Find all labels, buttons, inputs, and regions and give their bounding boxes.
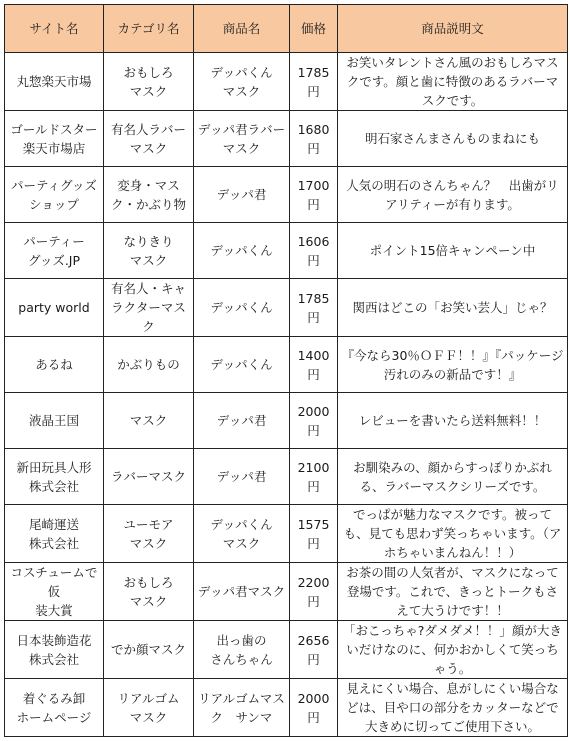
table-row xyxy=(5,679,568,737)
cell-site-name: コスチュームで仮 装大賞 xyxy=(5,563,104,621)
table-row xyxy=(5,279,568,337)
cell-category: でか顔マスク xyxy=(104,621,194,679)
cell-site-name: パーティー グッズ.JP xyxy=(5,223,104,279)
cell-site-name: 丸惣楽天市場 xyxy=(5,53,104,111)
cell-description: お茶の間の人気者が、マスクになって登場です。これで、きっとトークもさえて大うけです！！ xyxy=(338,563,568,621)
table-row xyxy=(5,449,568,505)
cell-product-name: デッパ君ラバー マスク xyxy=(194,111,290,167)
product-comparison-table xyxy=(4,4,568,737)
table-row xyxy=(5,111,568,167)
cell-category: ユーモア マスク xyxy=(104,505,194,563)
cell-product-name: デッパ君 xyxy=(194,393,290,449)
header-product-name: 商品名 xyxy=(194,5,290,53)
cell-description: 関西はどこの「お笑い芸人」じゃ？ xyxy=(338,279,568,337)
header-description: 商品説明文 xyxy=(338,5,568,53)
table-row xyxy=(5,337,568,393)
table-row xyxy=(5,167,568,223)
cell-price: 1680円 xyxy=(290,111,338,167)
cell-category: 有名人ラバー マスク xyxy=(104,111,194,167)
cell-site-name: パーティグッズ ショップ xyxy=(5,167,104,223)
cell-category: 有名人・キャ ラクターマスク xyxy=(104,279,194,337)
cell-price: 1785円 xyxy=(290,279,338,337)
cell-category: おもしろ マスク xyxy=(104,53,194,111)
cell-product-name: デッパくん xyxy=(194,279,290,337)
cell-price: 1785円 xyxy=(290,53,338,111)
cell-category: かぶりもの xyxy=(104,337,194,393)
cell-price: 2100円 xyxy=(290,449,338,505)
cell-category: なりきり マスク xyxy=(104,223,194,279)
table-row xyxy=(5,393,568,449)
cell-description: お笑いタレントさん風のおもしろマスクです。顔と歯に特徴のあるラバーマスクです。 xyxy=(338,53,568,111)
header-price: 価格 xyxy=(290,5,338,53)
table-row xyxy=(5,505,568,563)
cell-site-name: あるね xyxy=(5,337,104,393)
cell-category: リアルゴム マスク xyxy=(104,679,194,737)
table-body xyxy=(5,53,568,737)
cell-category: ラバーマスク xyxy=(104,449,194,505)
cell-site-name: 尾崎運送 株式会社 xyxy=(5,505,104,563)
cell-category: マスク xyxy=(104,393,194,449)
cell-site-name: 着ぐるみ卸 ホームページ xyxy=(5,679,104,737)
cell-price: 2000円 xyxy=(290,393,338,449)
cell-product-name: デッパ君 xyxy=(194,449,290,505)
cell-category: おもしろ マスク xyxy=(104,563,194,621)
cell-product-name: デッパくん マスク xyxy=(194,505,290,563)
cell-description: 人気の明石のさんちゃん？ 出歯がリアリティーが有ります。 xyxy=(338,167,568,223)
header-site-name: サイト名 xyxy=(5,5,104,53)
table-header xyxy=(5,5,568,53)
cell-description: でっぱが魅力なマスクです。被っても、見ても思わず笑っちゃいます。（アホちゃいまんねん！！） xyxy=(338,505,568,563)
cell-product-name: デッパ君マスク xyxy=(194,563,290,621)
cell-description: 『今なら30％ＯＦＦ！！』『パッケージ汚れのみの新品です！』 xyxy=(338,337,568,393)
table-row xyxy=(5,223,568,279)
cell-price: 1606円 xyxy=(290,223,338,279)
cell-site-name: party world xyxy=(5,279,104,337)
cell-product-name: デッパくん xyxy=(194,223,290,279)
cell-description: 「おこっちゃ?ダメダメ！！」顔が大きいだけなのに、何かおかしくて笑っちゃう。 xyxy=(338,621,568,679)
cell-product-name: 出っ歯の さんちゃん xyxy=(194,621,290,679)
cell-price: 2200円 xyxy=(290,563,338,621)
table-row xyxy=(5,563,568,621)
cell-price: 1400円 xyxy=(290,337,338,393)
cell-product-name: デッパくん xyxy=(194,337,290,393)
cell-site-name: 液晶王国 xyxy=(5,393,104,449)
cell-description: レビューを書いたら送料無料！！ xyxy=(338,393,568,449)
cell-description: 明石家さんまさんものまねにも xyxy=(338,111,568,167)
cell-price: 1575 円 xyxy=(290,505,338,563)
cell-price: 2656円 xyxy=(290,621,338,679)
table-row xyxy=(5,621,568,679)
cell-price: 2000円 xyxy=(290,679,338,737)
header-row xyxy=(5,5,568,53)
table-row xyxy=(5,53,568,111)
cell-category: 変身・マス ク・かぶり物 xyxy=(104,167,194,223)
cell-product-name: デッパくん マスク xyxy=(194,53,290,111)
cell-site-name: 新田玩具人形 株式会社 xyxy=(5,449,104,505)
cell-product-name: デッパ君 xyxy=(194,167,290,223)
cell-description: ポイント15倍キャンペーン中 xyxy=(338,223,568,279)
cell-description: お馴染みの、顔からすっぽりかぶれる、ラバーマスクシリーズです。 xyxy=(338,449,568,505)
cell-price: 1700円 xyxy=(290,167,338,223)
cell-site-name: 日本装飾造花 株式会社 xyxy=(5,621,104,679)
cell-product-name: リアルゴムマス ク サンマ xyxy=(194,679,290,737)
cell-description: 見えにくい場合、息がしにくい場合などは、目や口の部分をカッターなどで大きめに切ってご使用下さい。 xyxy=(338,679,568,737)
header-category-name: カテゴリ名 xyxy=(104,5,194,53)
cell-site-name: ゴールドスター 楽天市場店 xyxy=(5,111,104,167)
